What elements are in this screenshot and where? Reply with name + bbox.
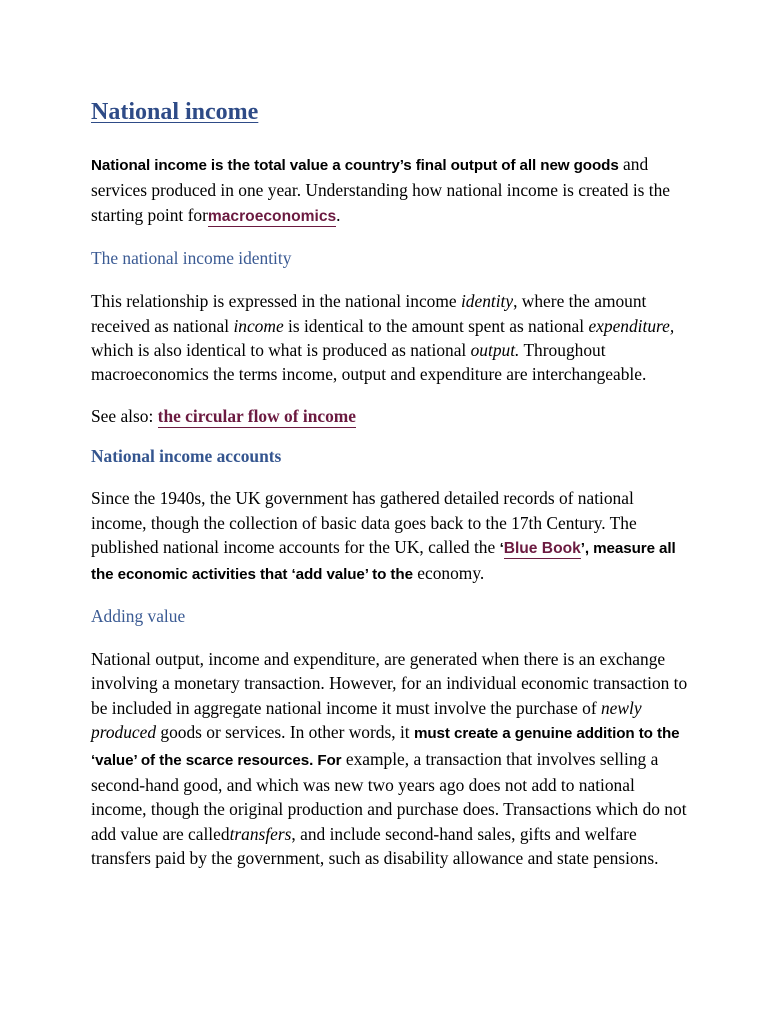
- accounts-paragraph: [91, 486, 691, 588]
- identity-paragraph: [91, 289, 691, 387]
- identity-em-income: income: [233, 315, 284, 336]
- identity-text-2: , where the amount received as national: [91, 291, 647, 336]
- accounts-text-1: Since the 1940s, the UK government has gathered detailed records of national income, though the collection of basic data goes back to the 17th Century. The published national income accounts for the UK, called the: [91, 488, 637, 558]
- intro-paragraph: [91, 152, 691, 229]
- adding-value-paragraph: [91, 647, 691, 871]
- adding-value-text-3: example, a transaction that involves selling a second-hand good, and which was new two years ago does not add to national income, though the original production and purchase does. Transactions which do not add value are called: [91, 748, 687, 844]
- identity-text-1: This relationship is expressed in the national income: [91, 291, 461, 312]
- identity-text-5: Throughout macroeconomics the terms income, output and expenditure are interchangeable.: [91, 340, 647, 385]
- section-heading-adding-value: Adding value: [91, 605, 186, 626]
- page-title: National income: [91, 99, 259, 125]
- adding-value-text-1: National output, income and expenditure, are generated when there is an exchange involving a monetary transaction. However, for an individual economic transaction to be included in aggregate national income it must involve the purchase of: [91, 648, 688, 718]
- adding-value-text-4: , and include second-hand sales, gifts and welfare transfers paid by the government, such as disability allowance and state pensions.: [91, 823, 659, 869]
- adding-value-bold-text: must create a genuine addition to the ‘value’ of the scarce resources. For: [91, 725, 680, 769]
- identity-text-3: is identical to the amount spent as national: [283, 315, 589, 336]
- identity-em-identity: identity: [460, 291, 514, 312]
- blue-book-link[interactable]: Blue Book: [503, 540, 581, 558]
- identity-em-output: output.: [470, 340, 520, 361]
- intro-text: and services produced in one year. Understanding how national income is created is the starting point for: [91, 154, 671, 225]
- adding-value-text-2: goods or services. In other words, it: [156, 722, 414, 743]
- document-page: [91, 94, 691, 887]
- adding-value-em-newly-produced: newly produced: [91, 697, 642, 743]
- see-also-label: See also:: [91, 405, 158, 426]
- accounts-text-2: economy.: [412, 563, 485, 584]
- intro-bold-lead: National income is the total value a country’s final output of all new goods: [91, 157, 619, 174]
- accounts-bold-text: ’, measure all the economic activities that ‘add value’ to the: [91, 540, 676, 584]
- intro-end: .: [336, 204, 341, 225]
- see-also-line: [91, 404, 691, 428]
- adding-value-em-transfers: transfers: [229, 823, 292, 844]
- identity-text-4: which is also identical to what is produced as national: [91, 340, 471, 361]
- section-heading-identity: The national income identity: [91, 248, 292, 269]
- macroeconomics-link[interactable]: macroeconomics: [207, 207, 337, 225]
- identity-em-expenditure: expenditure,: [588, 315, 675, 336]
- quote-open: ‘: [499, 540, 504, 558]
- section-heading-accounts: National income accounts: [91, 446, 282, 467]
- circular-flow-link[interactable]: the circular flow of income: [157, 405, 356, 426]
